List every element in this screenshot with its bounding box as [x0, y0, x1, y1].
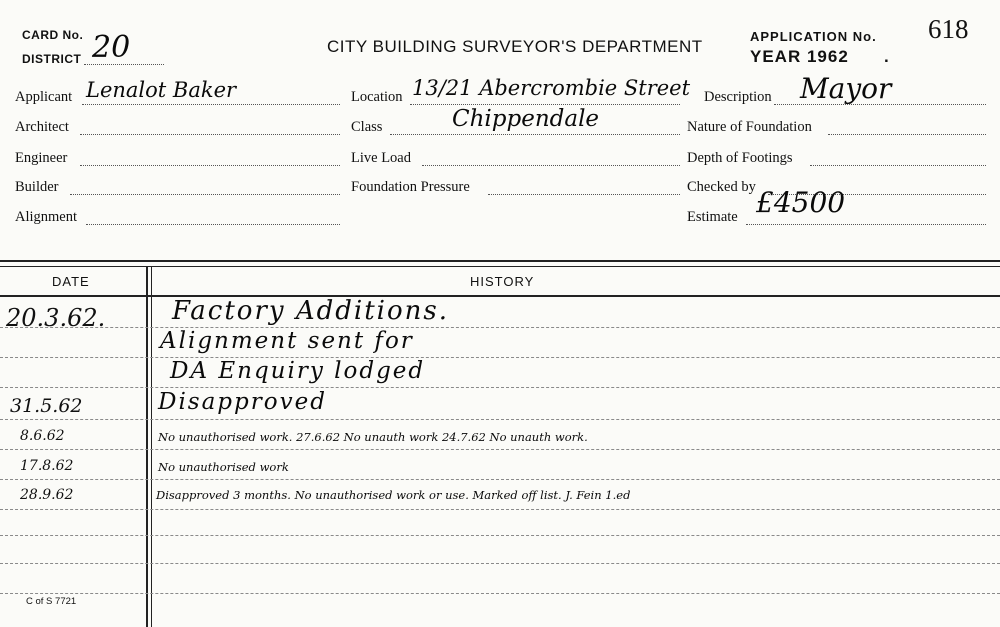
history-entry-7: Disapproved 3 months. No unauthorised work or use. Marked off list. J. Fein 1.ed — [156, 488, 631, 502]
history-entry-4: Disapproved — [158, 389, 327, 415]
class-value: Chippendale — [452, 106, 600, 132]
builder-label: Builder — [15, 179, 59, 195]
class-label: Class — [351, 119, 383, 135]
card-no-label: CARD No. — [22, 28, 84, 42]
history-date-6: 17.8.62 — [20, 458, 74, 474]
history-entry-3: DA Enquiry lodged — [170, 358, 426, 384]
description-value: Mayor — [800, 72, 892, 105]
alignment-label: Alignment — [15, 209, 78, 225]
description-label: Description — [704, 89, 772, 105]
foundation-pressure-label: Foundation Pressure — [351, 179, 470, 195]
history-entry-6: No unauthorised work — [158, 460, 289, 474]
history-date-4: 31.5.62 — [10, 395, 83, 417]
depth-of-footings-label: Depth of Footings — [687, 150, 793, 166]
history-entry-2: Alignment sent for — [160, 328, 414, 354]
architect-label: Architect — [15, 119, 69, 135]
history-date-1: 20.3.62. — [6, 304, 106, 332]
history-entry-1: Factory Additions. — [172, 296, 449, 326]
history-header: HISTORY — [470, 274, 535, 289]
form-code: C of S 7721 — [26, 596, 77, 607]
location-label: Location — [351, 89, 403, 105]
applicant-label: Applicant — [15, 89, 73, 105]
engineer-label: Engineer — [15, 150, 68, 166]
history-date-7: 28.9.62 — [20, 487, 74, 503]
location-value: 13/21 Abercrombie Street — [412, 76, 691, 100]
applicant-value: Lenalot Baker — [86, 78, 237, 102]
estimate-label: Estimate — [687, 209, 738, 225]
department-title: CITY BUILDING SURVEYOR'S DEPARTMENT — [327, 37, 703, 56]
estimate-value: £4500 — [756, 186, 846, 219]
application-no-label: APPLICATION No. — [750, 29, 877, 44]
district-value: 20 — [92, 30, 131, 65]
application-no-value: 618 — [928, 14, 969, 44]
date-header: DATE — [52, 274, 90, 289]
nature-of-foundation-label: Nature of Foundation — [687, 119, 812, 135]
history-date-5: 8.6.62 — [20, 428, 65, 444]
year-suffix: . — [884, 47, 890, 66]
history-entry-5: No unauthorised work. 27.6.62 No unauth work 24.7.62 No unauth work. — [158, 430, 588, 444]
year-label: YEAR 1962 — [750, 47, 849, 66]
district-label: DISTRICT — [22, 52, 82, 66]
checked-by-label: Checked by — [687, 179, 756, 195]
live-load-label: Live Load — [351, 150, 411, 166]
